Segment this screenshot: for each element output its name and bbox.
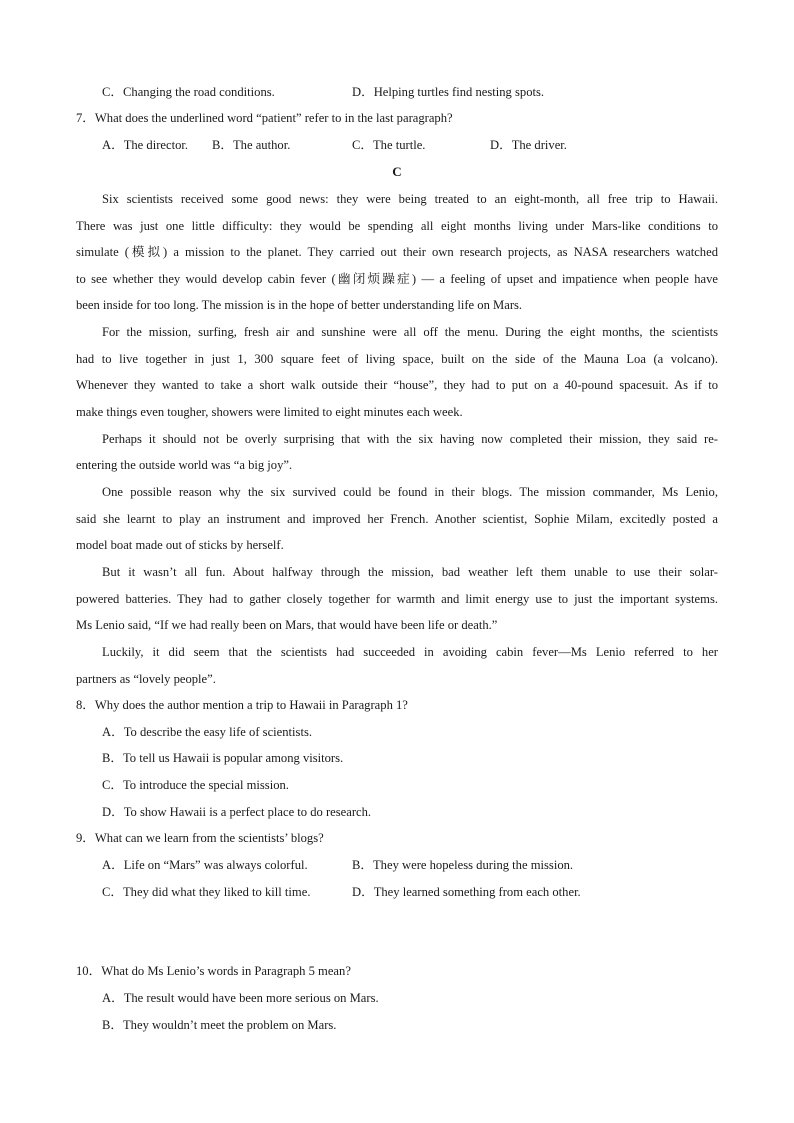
q8-option-b: B．To tell us Hawaii is popular among visitors. [102, 751, 344, 765]
q8-option-a: A．To describe the easy life of scientists. [102, 725, 313, 739]
q9-option-c: C．They did what they liked to kill time. [102, 885, 311, 899]
q10-question: 10．What do Ms Lenio’s words in Paragraph 5 mean? [76, 964, 351, 978]
q6-option-c: C．Changing the road conditions. [102, 85, 275, 99]
passage-line: There was just one little difficulty: they would be spending all eight months living under Mars-like conditions to [76, 219, 718, 233]
q7-question: 7．What does the underlined word “patient” refer to in the last paragraph? [76, 111, 453, 125]
passage-line: Luckily, it did seem that the scientists had succeeded in avoiding cabin fever—Ms Lenio referred to her [102, 645, 718, 659]
passage-line: Ms Lenio said, “If we had really been on Mars, that would have been life or death.” [76, 618, 498, 632]
passage-line: For the mission, surfing, fresh air and sunshine were all off the menu. During the eight months, the scientists [102, 325, 718, 339]
q9-option-b: B．They were hopeless during the mission. [352, 858, 574, 872]
q9-option-d: D．They learned something from each other. [352, 885, 581, 899]
q8-option-d: D．To show Hawaii is a perfect place to do research. [102, 805, 372, 819]
passage-line: One possible reason why the six survived could be found in their blogs. The mission commander, Ms Lenio, [102, 485, 718, 499]
passage-line: to see whether they would develop cabin fever (幽闭烦躁症) — a feeling of upset and impatience when people have [76, 272, 718, 286]
passage-line: model boat made out of sticks by herself. [76, 538, 284, 552]
q10-option-a: A．The result would have been more serious on Mars. [102, 991, 379, 1005]
section-heading: C [392, 164, 402, 179]
passage-line: entering the outside world was “a big joy”. [76, 458, 293, 472]
q7-option-d: D．The driver. [490, 138, 567, 152]
q7-option-b: B．The author. [212, 138, 291, 152]
passage-line: partners as “lovely people”. [76, 672, 216, 686]
q7-option-c: C．The turtle. [352, 138, 426, 152]
q8-question: 8．Why does the author mention a trip to Hawaii in Paragraph 1? [76, 698, 408, 712]
q9-option-a: A．Life on “Mars” was always colorful. [102, 858, 308, 872]
passage-line: Perhaps it should not be overly surprising that with the six having now completed their mission, they said re- [102, 432, 718, 446]
passage-line: simulate (模拟) a mission to the planet. They carried out their own research projects, as NASA researchers watched [76, 245, 718, 259]
passage-line: powered batteries. They had to gather closely together for warmth and limit energy use to just the important systems. [76, 592, 718, 606]
passage-line: Whenever they wanted to take a short walk outside their “house”, they had to put on a 40-pound spacesuit. As if to [76, 378, 718, 392]
q10-option-b: B．They wouldn’t meet the problem on Mars. [102, 1018, 337, 1032]
passage-line: But it wasn’t all fun. About halfway through the mission, bad weather left them unable to use their solar- [102, 565, 718, 579]
q6-option-d: D．Helping turtles find nesting spots. [352, 85, 545, 99]
q9-question: 9．What can we learn from the scientists’ blogs? [76, 831, 324, 845]
passage-line: make things even tougher, showers were limited to eight minutes each week. [76, 405, 463, 419]
q8-option-c: C．To introduce the special mission. [102, 778, 289, 792]
passage-line: had to live together in just 1, 300 square feet of living space, built on the side of the Mauna Loa (a volcano). [76, 352, 718, 366]
passage-line: said she learnt to play an instrument and improved her French. Another scientist, Sophie Milam, excitedly posted a [76, 512, 718, 526]
passage-line: Six scientists received some good news: they were being treated to an eight-month, all free trip to Hawaii. [102, 192, 718, 206]
passage-line: been inside for too long. The mission is in the hope of better understanding life on Mars. [76, 298, 523, 312]
q7-option-a: A．The director. [102, 138, 189, 152]
